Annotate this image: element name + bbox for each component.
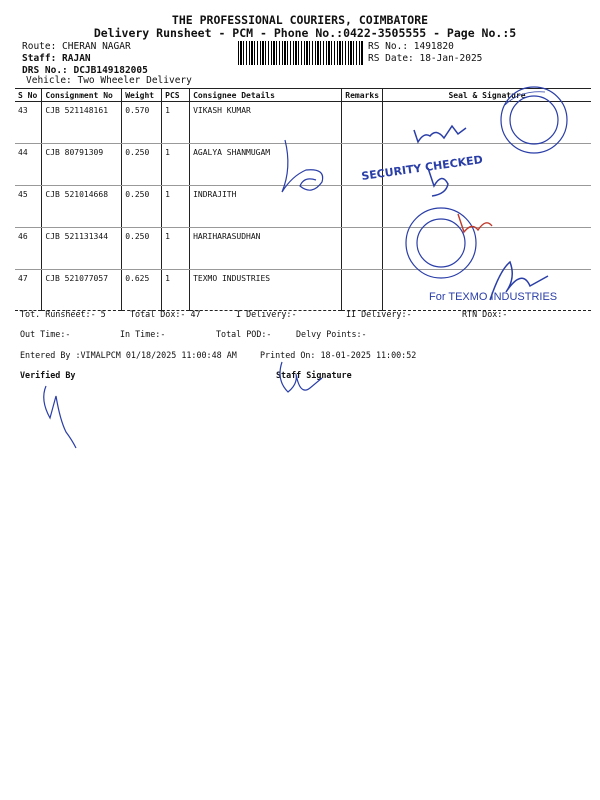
pcs-cell: 1	[162, 102, 190, 144]
vehicle-label: Vehicle: Two Wheeler Delivery	[26, 75, 192, 86]
sno-cell: 44	[15, 144, 42, 186]
tot-runsheet: Tot. Runsheet:- 5	[20, 309, 106, 319]
pcs-cell: 1	[162, 270, 190, 311]
consignee-cell: VIKASH KUMAR	[190, 102, 342, 144]
pcs-cell: 1	[162, 228, 190, 270]
rs-number: RS No.: 1491820	[368, 41, 454, 52]
total-pod: Total POD:-	[216, 329, 272, 339]
in-time: In Time:-	[120, 329, 166, 339]
ii-delivery: II Delivery:-	[346, 309, 412, 319]
entered-by: Entered By :VIMALPCM 01/18/2025 11:00:48 AM	[20, 350, 237, 360]
weight-cell: 0.570	[122, 102, 162, 144]
column-header: Remarks	[342, 89, 383, 102]
signature-icon	[280, 362, 322, 392]
column-header: Weight	[122, 89, 162, 102]
sno-cell: 45	[15, 186, 42, 228]
weight-cell: 0.250	[122, 144, 162, 186]
consignment-cell: CJB 521077057	[42, 270, 122, 311]
signature-icon	[282, 140, 323, 192]
sno-cell: 46	[15, 228, 42, 270]
consignment-cell: CJB 521014668	[42, 186, 122, 228]
company-title: THE PROFESSIONAL COURIERS, COIMBATORE	[171, 13, 429, 27]
column-header: S No	[15, 89, 42, 102]
staff-label: Staff: RAJAN	[22, 53, 91, 64]
round-stamp-icon	[501, 87, 567, 153]
printed-on: Printed On: 18-01-2025 11:00:52	[260, 350, 417, 360]
round-stamp-icon	[406, 208, 476, 278]
delvy-points: Delvy Points:-	[296, 329, 367, 339]
consignee-cell: TEXMO INDUSTRIES	[190, 270, 342, 311]
rs-date: RS Date: 18-Jan-2025	[368, 53, 483, 64]
drs-number: DRS No.: DCJB149182005	[22, 65, 148, 76]
out-time: Out Time:-	[20, 329, 71, 339]
consignment-cell: CJB 80791309	[42, 144, 122, 186]
pcs-cell: 1	[162, 186, 190, 228]
runsheet-subtitle: Delivery Runsheet - PCM - Phone No.:0422-3505555 - Page No.:5	[93, 26, 517, 40]
signature-icon	[458, 214, 492, 232]
rtn-dox: RTN Dox:-	[462, 309, 508, 319]
staff-signature-label: Staff Signature	[276, 370, 352, 380]
weight-cell: 0.250	[122, 228, 162, 270]
weight-cell: 0.625	[122, 270, 162, 311]
security-checked-stamp: SECURITY CHECKED	[360, 153, 484, 183]
signature-icon	[44, 386, 76, 448]
verified-by-label: Verified By	[20, 370, 76, 380]
i-delivery: I Delivery:-	[236, 309, 297, 319]
sno-cell: 47	[15, 270, 42, 311]
total-dox: Total Dox:- 47	[130, 309, 201, 319]
consignment-cell: CJB 521131344	[42, 228, 122, 270]
column-header: Consignment No	[42, 89, 122, 102]
column-header: Seal & Signature	[383, 89, 591, 102]
texmo-stamp: For TEXMO INDUSTRIES	[429, 291, 558, 303]
consignee-cell: INDRAJITH	[190, 186, 342, 228]
consignee-cell: AGALYA SHANMUGAM	[190, 144, 342, 186]
signature-icon	[414, 126, 466, 142]
route-label: Route: CHERAN NAGAR	[22, 41, 131, 52]
pcs-cell: 1	[162, 144, 190, 186]
consignment-cell: CJB 521148161	[42, 102, 122, 144]
column-header: Consignee Details	[190, 89, 342, 102]
sno-cell: 43	[15, 102, 42, 144]
consignee-cell: HARIHARASUDHAN	[190, 228, 342, 270]
column-header: PCS	[162, 89, 190, 102]
weight-cell: 0.250	[122, 186, 162, 228]
